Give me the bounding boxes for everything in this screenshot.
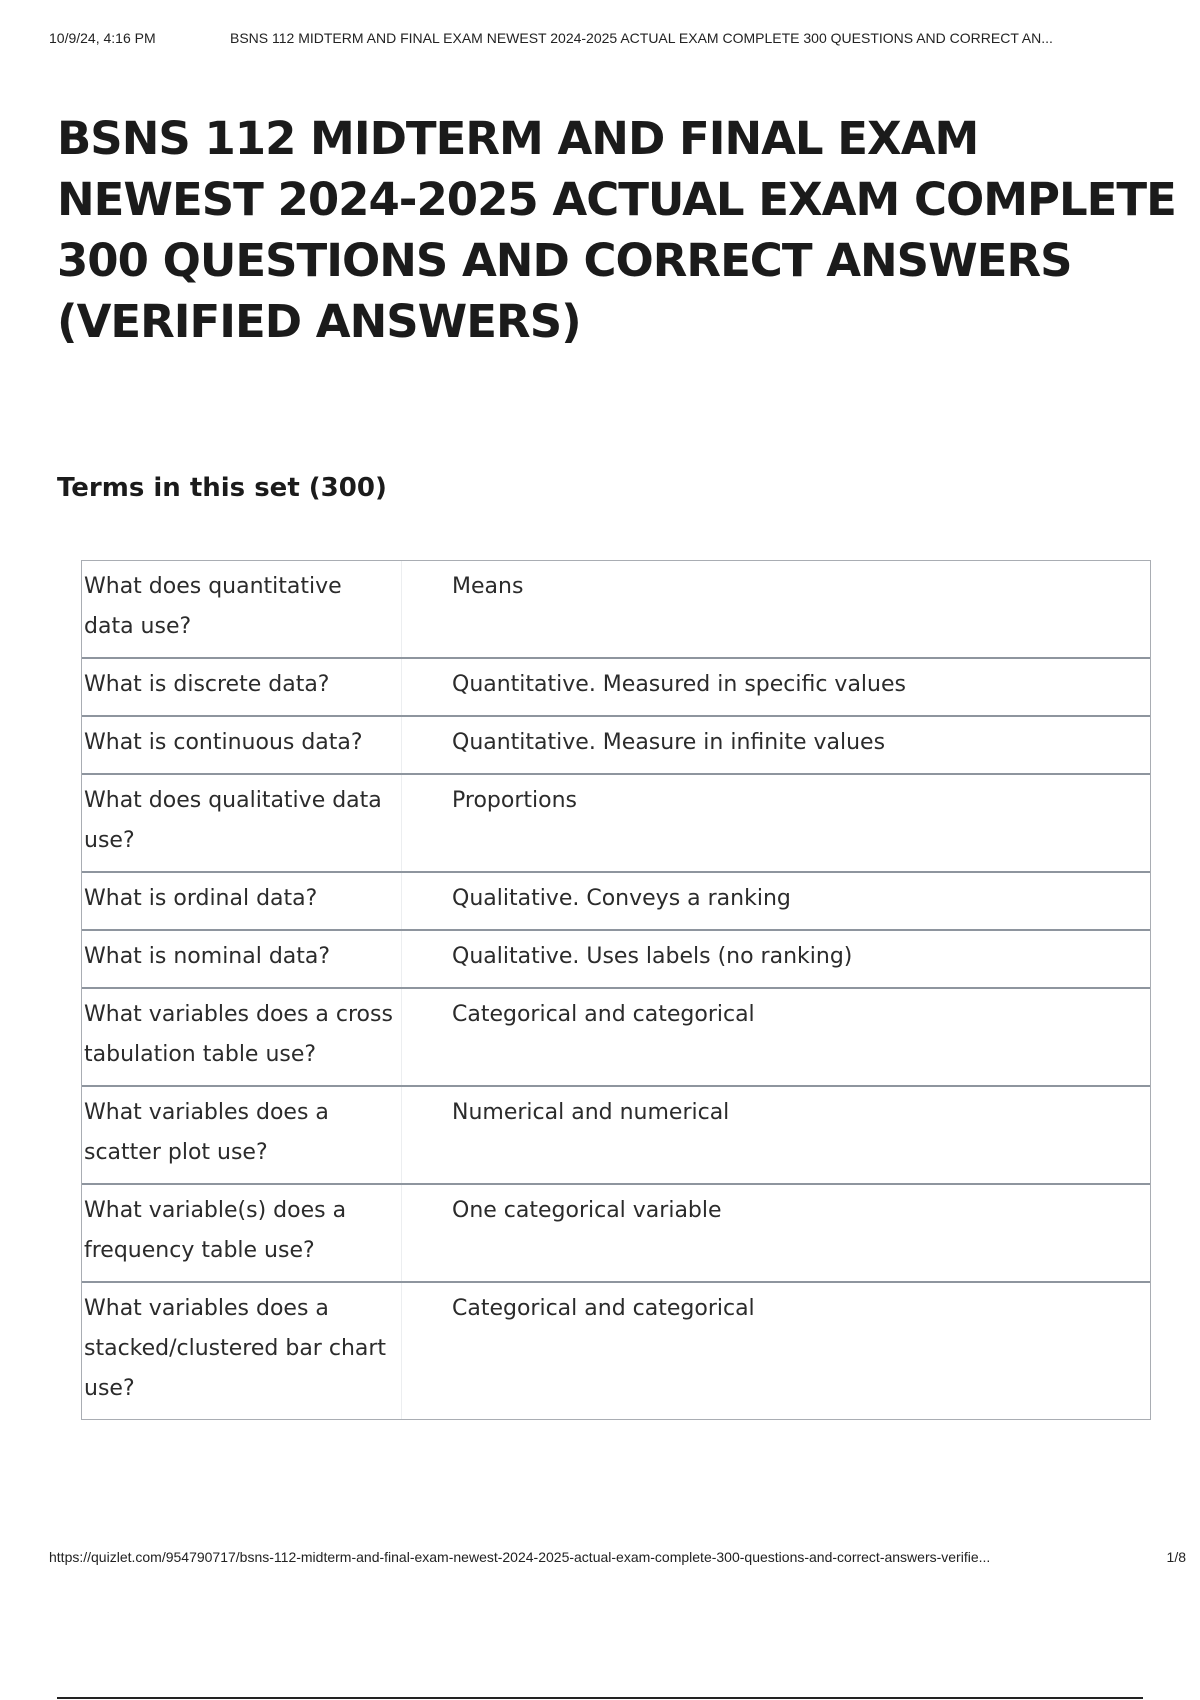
term-question: What variables does a stacked/clustered bar chart use? — [82, 1283, 402, 1419]
term-row — [82, 659, 1150, 717]
term-question: What is continuous data? — [82, 717, 402, 773]
term-row — [82, 561, 1150, 659]
term-row — [82, 873, 1150, 931]
term-question: What variable(s) does a frequency table use? — [82, 1185, 402, 1281]
term-answer: One categorical variable — [452, 1198, 722, 1223]
term-row — [82, 1283, 1150, 1419]
term-answer: Quantitative. Measure in infinite values — [452, 730, 886, 755]
term-answer: Means — [452, 574, 524, 599]
term-answer: Qualitative. Conveys a ranking — [452, 886, 791, 911]
term-question: What is nominal data? — [82, 931, 402, 987]
print-header — [49, 30, 1186, 50]
terms-set-heading: Terms in this set (300) — [57, 473, 387, 503]
term-answer: Categorical and categorical — [452, 1296, 755, 1321]
term-row — [82, 1087, 1150, 1185]
term-answer: Numerical and numerical — [452, 1100, 730, 1125]
term-answer: Quantitative. Measured in specific values — [452, 672, 906, 697]
term-answer: Proportions — [452, 788, 577, 813]
term-row — [82, 989, 1150, 1087]
term-row — [82, 1185, 1150, 1283]
print-url: https://quizlet.com/954790717/bsns-112-midterm-and-final-exam-newest-2024-2025-actual-exam-complete-300-questions-and-correct-answers-verifie... — [49, 1549, 991, 1565]
print-timestamp: 10/9/24, 4:16 PM — [49, 30, 156, 46]
term-question: What is discrete data? — [82, 659, 402, 715]
page-number: 1/8 — [1166, 1549, 1186, 1565]
term-row — [82, 717, 1150, 775]
term-question: What variables does a scatter plot use? — [82, 1087, 402, 1183]
term-question: What does quantitative data use? — [82, 561, 402, 657]
term-question: What is ordinal data? — [82, 873, 402, 929]
terms-table — [81, 560, 1151, 1420]
term-row — [82, 775, 1150, 873]
page-title: BSNS 112 MIDTERM AND FINAL EXAM NEWEST 2024-2025 ACTUAL EXAM COMPLETE 300 QUESTIONS AND CORRECT ANSWERS (VERIFIED ANSWERS) — [57, 112, 1176, 348]
term-row — [82, 931, 1150, 989]
divider — [57, 1697, 1143, 1699]
term-question: What variables does a cross tabulation table use? — [82, 989, 402, 1085]
print-footer — [49, 1549, 1186, 1569]
term-answer: Qualitative. Uses labels (no ranking) — [452, 944, 853, 969]
print-document-title: BSNS 112 MIDTERM AND FINAL EXAM NEWEST 2024-2025 ACTUAL EXAM COMPLETE 300 QUESTIONS AND CORRECT AN... — [230, 30, 1053, 46]
term-answer: Categorical and categorical — [452, 1002, 755, 1027]
term-question: What does qualitative data use? — [82, 775, 402, 871]
